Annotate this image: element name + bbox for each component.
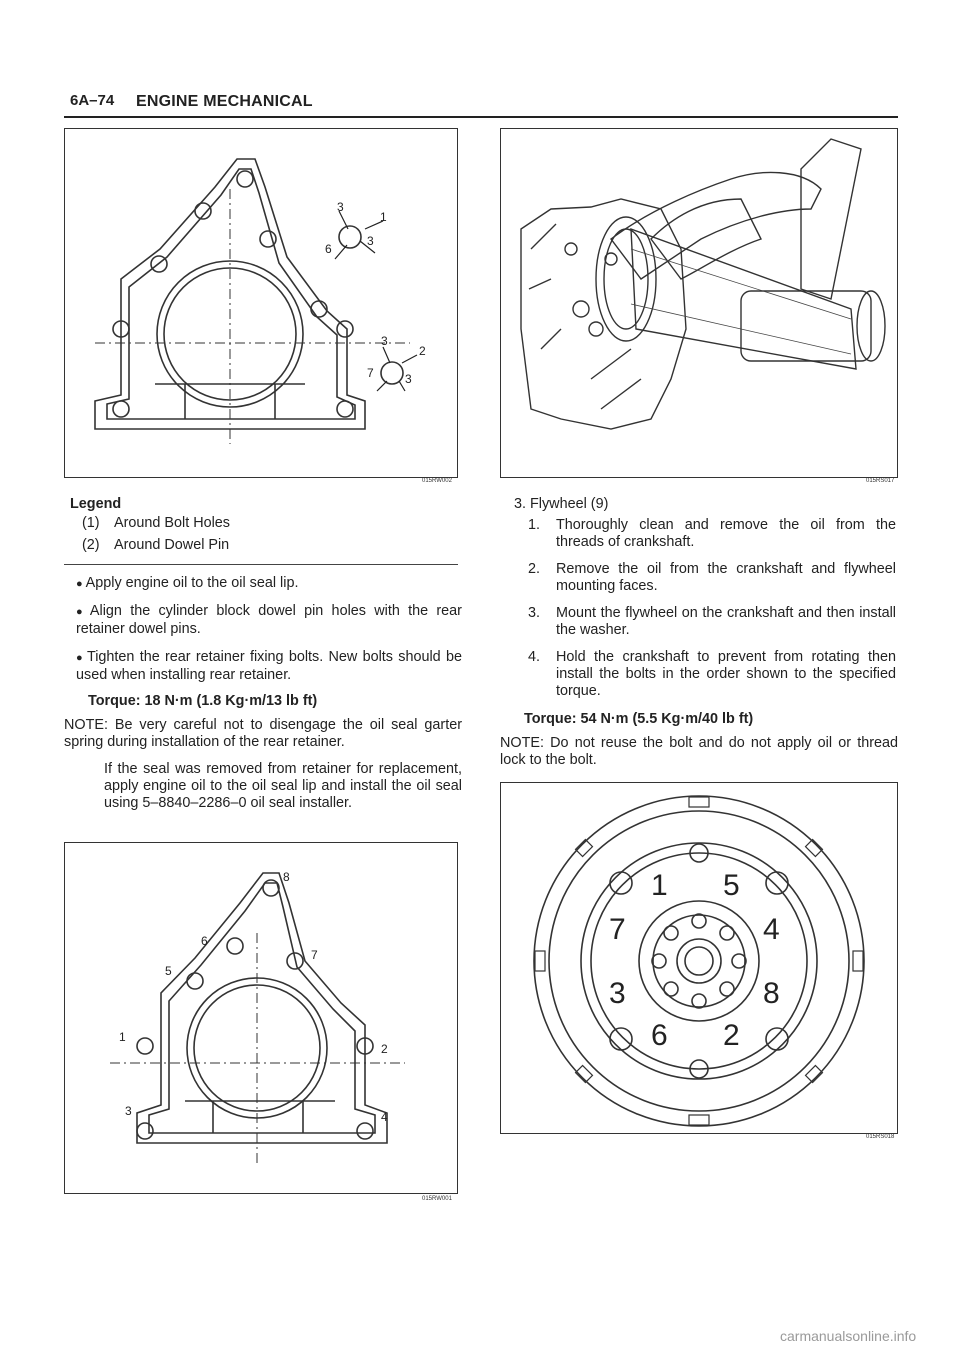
bolt-order-number: 6	[651, 1019, 668, 1052]
rear-retainer-bolt-order-drawing	[65, 843, 457, 1193]
callout: 2	[419, 344, 426, 358]
note: NOTE: Do not reuse the bolt and do not apply oil or thread lock to the bolt.	[500, 735, 898, 768]
bolt-order-number: 4	[763, 913, 780, 946]
figure-rear-retainer-sealant	[64, 128, 458, 478]
figure-oil-seal-install-photo	[500, 128, 898, 478]
step-number: 3.	[528, 605, 541, 621]
step-text: Remove the oil from the crankshaft and flywheel mounting faces.	[556, 561, 896, 594]
callout: 7	[367, 366, 374, 380]
figure-flywheel-bolt-order	[500, 782, 898, 1134]
flywheel-bolt-order-drawing	[501, 783, 897, 1133]
bolt-order-callout: 5	[165, 964, 172, 978]
bolt-order-number: 3	[609, 977, 626, 1010]
bolt-order-callout: 1	[119, 1030, 126, 1044]
bolt-order-callout: 7	[311, 948, 318, 962]
section-title: ENGINE MECHANICAL	[136, 93, 313, 110]
bolt-order-callout: 4	[381, 1110, 388, 1124]
legend-item-num: (1)	[82, 515, 100, 531]
legend-divider	[64, 564, 458, 565]
watermark: carmanualsonline.info	[780, 1328, 917, 1344]
bolt-order-callout: 8	[283, 870, 290, 884]
legend-item-num: (2)	[82, 537, 100, 553]
bolt-order-callout: 2	[381, 1042, 388, 1056]
figure-code-fig1: 015RW002	[422, 478, 452, 484]
bullet-item: ● Apply engine oil to the oil seal lip.	[76, 575, 299, 591]
bolt-order-callout: 6	[201, 934, 208, 948]
bolt-order-callout: 3	[125, 1104, 132, 1118]
header-rule	[64, 116, 898, 118]
callout: 3	[405, 372, 412, 386]
callout: 3	[337, 200, 344, 214]
legend-item-label: Around Bolt Holes	[114, 515, 230, 531]
legend-item-label: Around Dowel Pin	[114, 537, 230, 553]
torque-spec: Torque: 18 N·m (1.8 Kg·m/13 lb ft)	[88, 693, 318, 709]
rear-retainer-sealant-drawing	[65, 129, 457, 477]
torque-spec: Torque: 54 N·m (5.5 Kg·m/40 lb ft)	[524, 711, 754, 727]
oil-seal-install-drawing	[501, 129, 897, 477]
bullet-icon: ●	[76, 578, 83, 590]
step-heading: 3. Flywheel (9)	[514, 496, 609, 512]
bullet-item: ● Tighten the rear retainer fixing bolts. New bolts should be used when installing rear retainer.	[76, 649, 462, 683]
bullet-icon: ●	[76, 606, 87, 618]
step-number: 4.	[528, 649, 541, 665]
step-number: 1.	[528, 517, 541, 533]
callout: 1	[380, 210, 387, 224]
note-continuation: If the seal was removed from retainer for replacement, apply engine oil to the oil seal lip and install the oil seal using 5–8840–2286–0 oil seal installer.	[104, 761, 462, 811]
step-text: Mount the flywheel on the crankshaft and then install the washer.	[556, 605, 896, 638]
step-text: Hold the crankshaft to prevent from rotating then install the bolts in the order shown to the specified torque.	[556, 649, 896, 699]
bullet-icon: ●	[76, 652, 84, 664]
step-number: 2.	[528, 561, 541, 577]
figure-rear-retainer-bolt-order	[64, 842, 458, 1194]
note: NOTE: Be very careful not to disengage the oil seal garter spring during installation of the rear retainer.	[64, 717, 462, 750]
bolt-order-number: 8	[763, 977, 780, 1010]
figure-code-fig3: 015RW001	[422, 1196, 452, 1202]
bolt-order-number: 2	[723, 1019, 740, 1052]
callout: 3	[381, 334, 388, 348]
bullet-item: ● Align the cylinder block dowel pin holes with the rear retainer dowel pins.	[76, 603, 462, 637]
bolt-order-number: 1	[651, 869, 668, 902]
callout: 3	[367, 234, 374, 248]
figure-code-fig4: 015RS018	[866, 1134, 895, 1140]
page-number: 6A–74	[70, 92, 115, 109]
legend-title: Legend	[70, 496, 122, 512]
bolt-order-number: 7	[609, 913, 626, 946]
callout: 6	[325, 242, 332, 256]
step-text: Thoroughly clean and remove the oil from the threads of crankshaft.	[556, 517, 896, 550]
bolt-order-number: 5	[723, 869, 740, 902]
figure-code-fig2: 015RS017	[866, 478, 895, 484]
